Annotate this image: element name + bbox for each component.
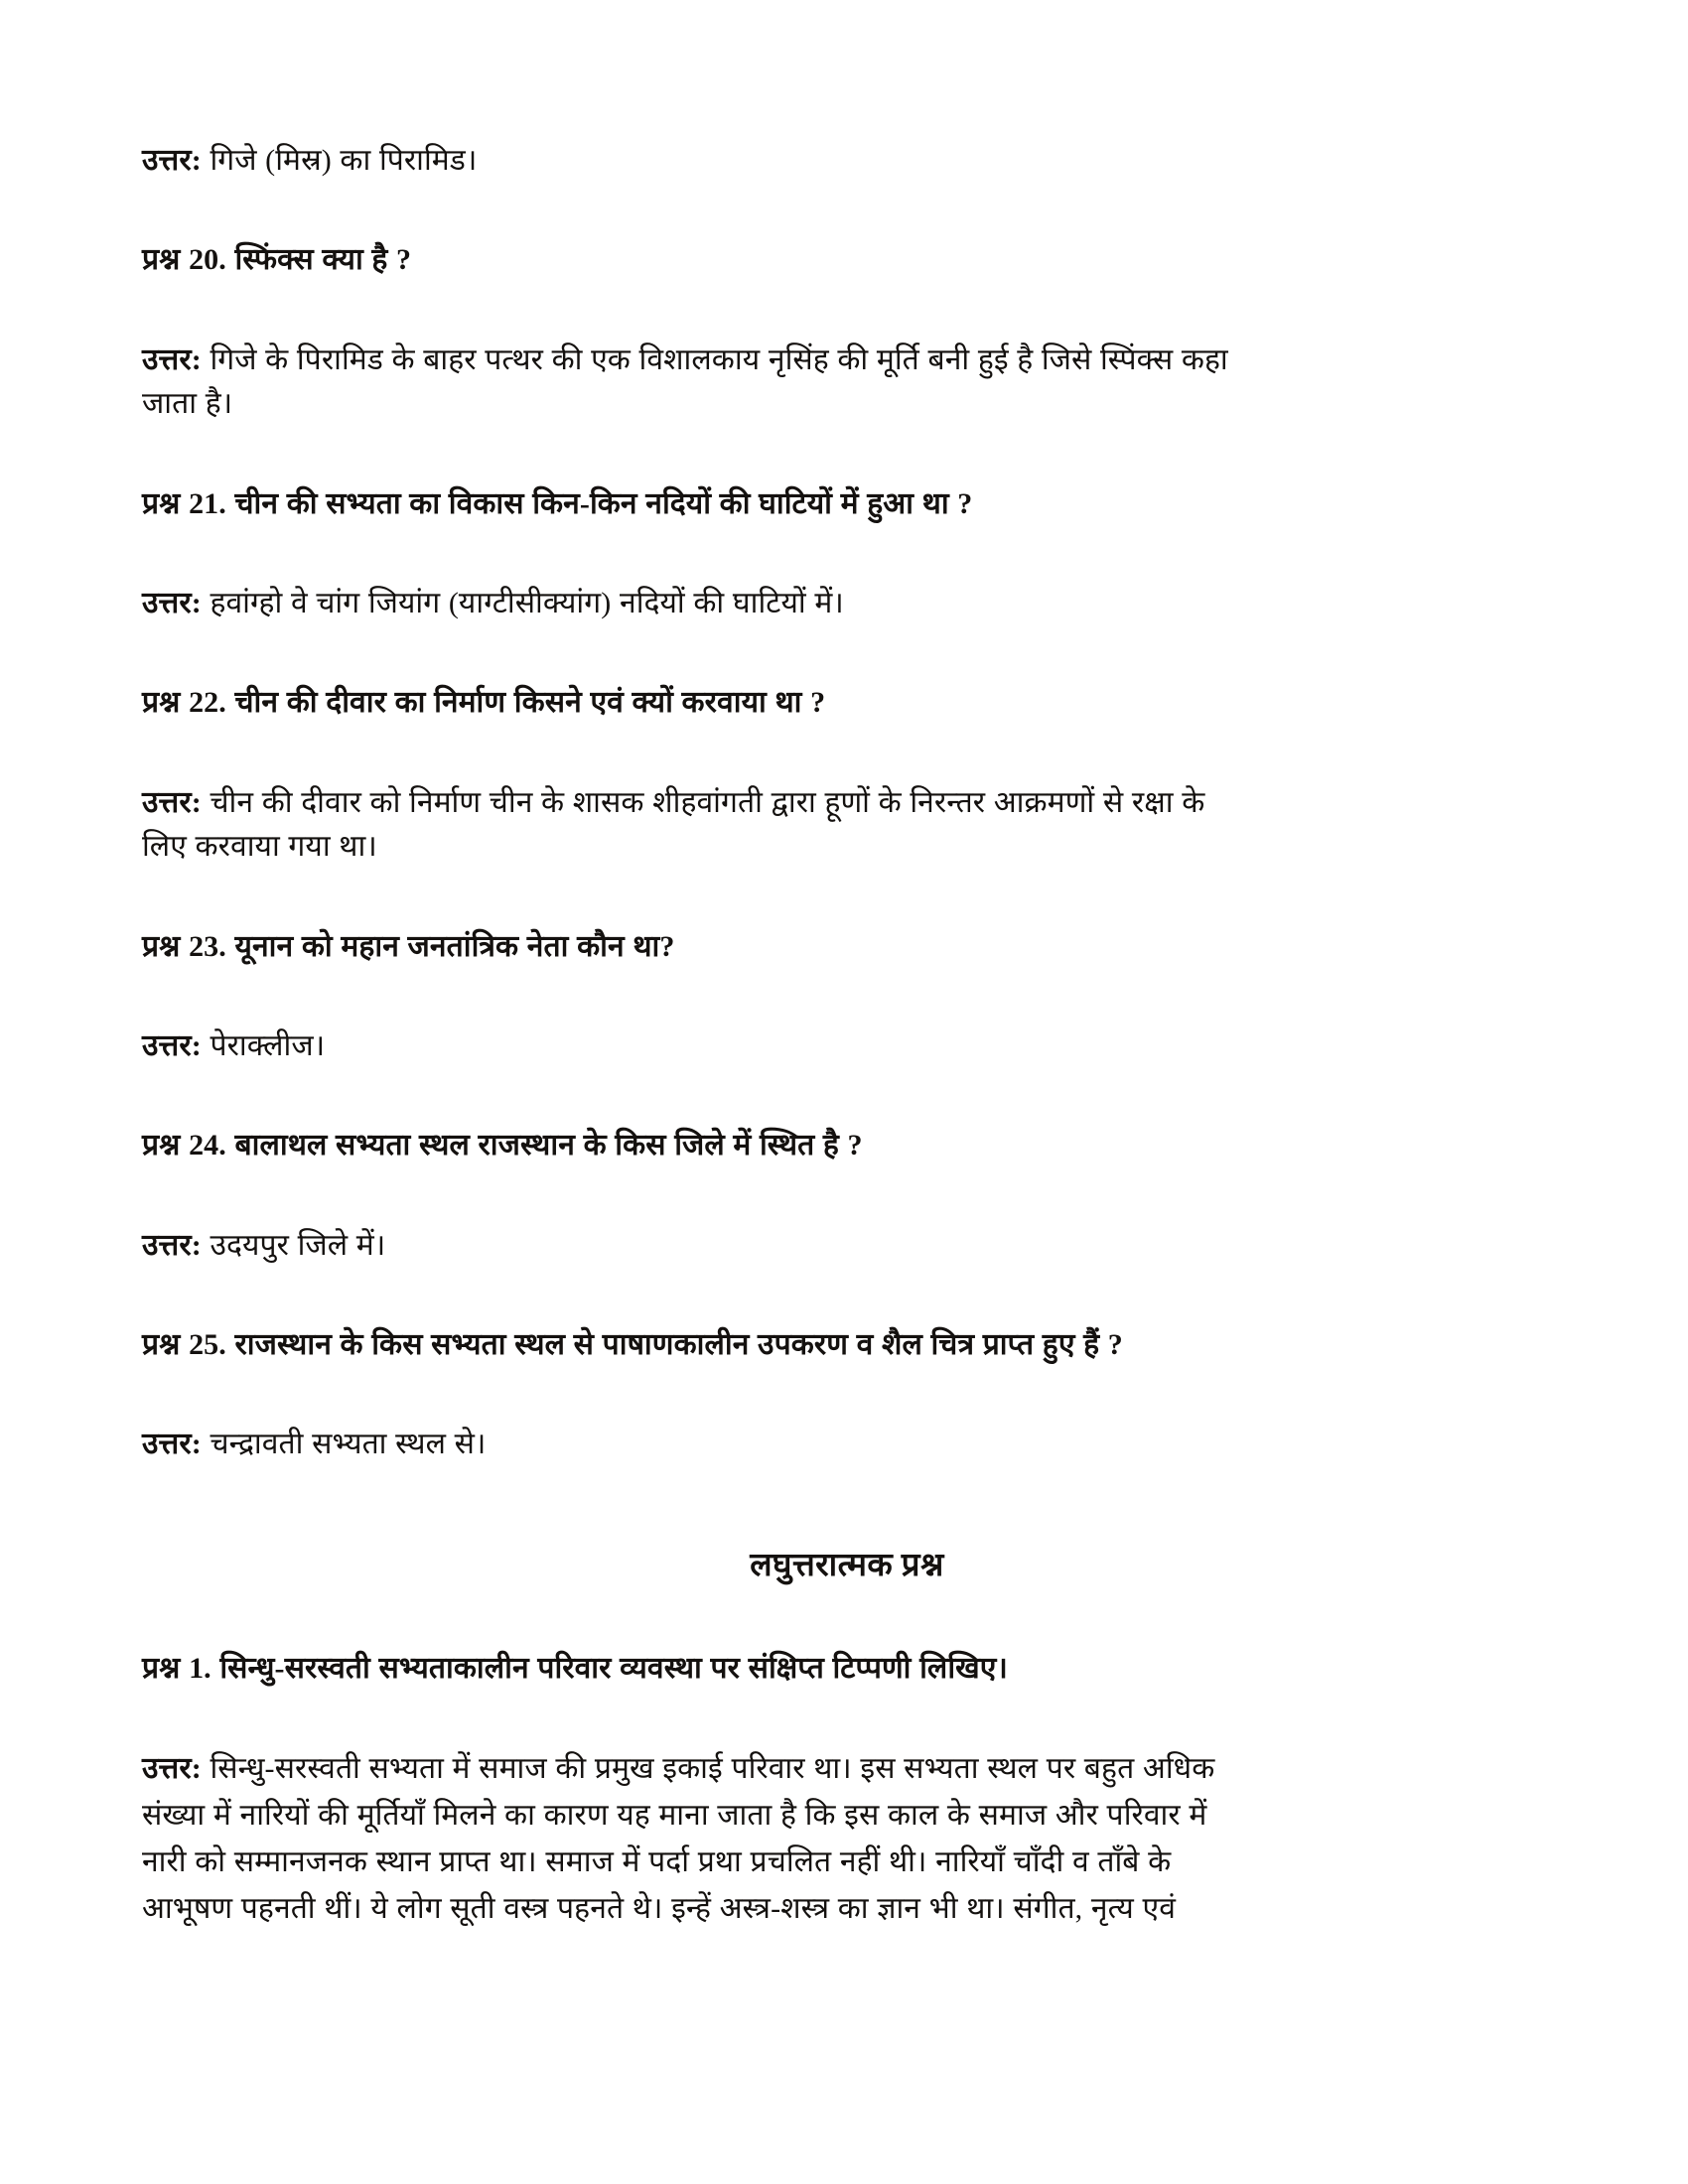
answer-block-20 [142, 339, 1552, 427]
question-block-21 [142, 482, 1552, 526]
answer-text-21: उत्तर: हवांग्हो वे चांग जियांग (याग्टीसीक्यांग) नदियों की घाटियों में। [142, 586, 844, 619]
answer-block-23 [142, 1024, 1552, 1068]
answer-text-short-1-line-2: संख्या में नारियों की मूर्तियाँ मिलने का कारण यह माना जाता है कि इस काल के समाज और परिवार में [142, 1799, 1207, 1833]
question-text-22: प्रश्न 22. चीन की दीवार का निर्माण किसने एवं क्यों करवाया था ? [142, 686, 826, 720]
section-heading: लघुत्तरात्मक प्रश्न [750, 1547, 944, 1583]
answer-text-25: उत्तर: चन्द्रावती सभ्यता स्थल से। [142, 1428, 487, 1461]
answer-block-25 [142, 1423, 1552, 1466]
answer-text-24: उत्तर: उदयपुर जिले में। [142, 1228, 386, 1262]
question-block-24 [142, 1124, 1552, 1167]
answer-block-24 [142, 1224, 1552, 1268]
answer-text-short-1-line-4: आभूषण पहनती थीं। ये लोग सूती वस्त्र पहनते थे। इन्हें अस्त्र-शस्त्र का ज्ञान भी था। संगीत, नृत्य एवं [142, 1891, 1176, 1925]
answer-text-23: उत्तर: पेराक्लीज। [142, 1028, 326, 1062]
answer-block-short-1 [142, 1746, 1552, 1932]
question-block-25 [142, 1323, 1552, 1367]
question-text-short-1: प्रश्न 1. सिन्धु-सरस्वती सभ्यताकालीन परिवार व्यवस्था पर संक्षिप्त टिप्पणी लिखिए। [142, 1651, 1008, 1685]
answer-block-21 [142, 582, 1552, 625]
answer-text-19: उत्तर: गिजे (मिस्र) का पिरामिड। [142, 144, 478, 177]
question-text-23: प्रश्न 23. यूनान को महान जनतांत्रिक नेता कौन था? [142, 929, 675, 963]
answer-text-22-line-1: उत्तर: चीन की दीवार को निर्माण चीन के शासक शीहवांगती द्वारा हूणों के निरन्तर आक्रमणों से रक्षा के [142, 785, 1205, 819]
question-block-20 [142, 238, 1552, 282]
question-text-20: प्रश्न 20. स्फिंक्स क्या है ? [142, 243, 412, 277]
question-block-short-1 [142, 1647, 1552, 1691]
answer-block-19 [142, 139, 1552, 183]
question-text-24: प्रश्न 24. बालाथल सभ्यता स्थल राजस्थान के किस जिले में स्थित है ? [142, 1129, 863, 1162]
question-text-21: प्रश्न 21. चीन की सभ्यता का विकास किन-किन नदियों की घाटियों में हुआ था ? [142, 486, 973, 520]
question-text-25: प्रश्न 25. राजस्थान के किस सभ्यता स्थल से पाषाणकालीन उपकरण व शैल चित्र प्राप्त हुए हैं ? [142, 1328, 1123, 1362]
question-block-23 [142, 925, 1552, 969]
answer-block-22 [142, 781, 1552, 870]
answer-text-short-1-line-1: उत्तर: सिन्धु-सरस्वती सभ्यता में समाज की प्रमुख इकाई परिवार था। इस सभ्यता स्थल पर बहुत अधिक [142, 1752, 1215, 1786]
answer-text-20-line-2: जाता है। [142, 387, 233, 421]
answer-text-20-line-1: उत्तर: गिजे के पिरामिड के बाहर पत्थर की एक विशालकाय नृसिंह की मूर्ति बनी हुई है जिसे स्पिंक्स कहा [142, 342, 1228, 376]
question-block-22 [142, 681, 1552, 725]
page-content [142, 139, 1552, 1932]
answer-text-22-line-2: लिए करवाया गया था। [142, 830, 377, 864]
answer-text-short-1-line-3: नारी को सम्मानजनक स्थान प्राप्त था। समाज में पर्दा प्रथा प्रचलित नहीं थी। नारियाँ चाँदी व ताँबे के [142, 1844, 1172, 1878]
